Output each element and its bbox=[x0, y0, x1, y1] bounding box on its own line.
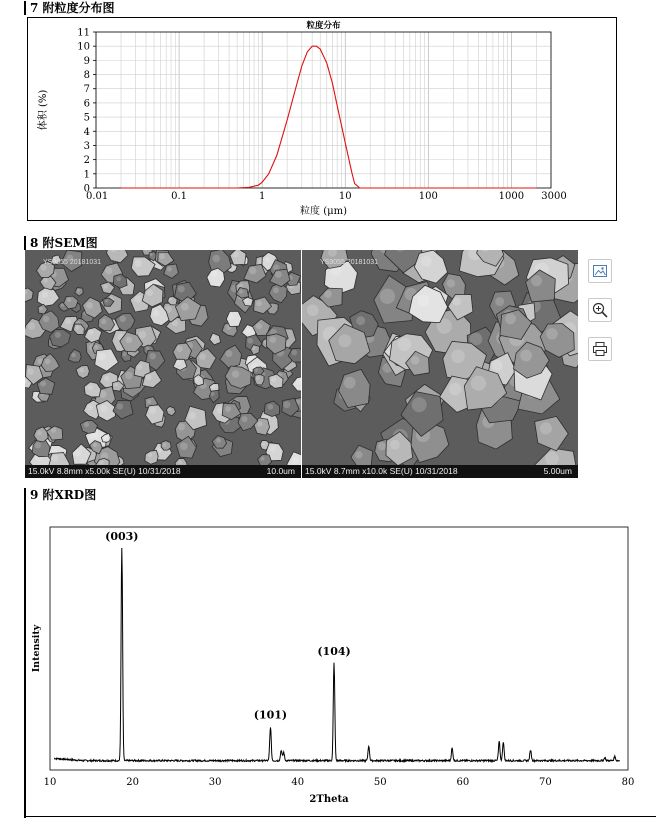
sem-particle-highlight bbox=[241, 416, 247, 422]
sem-particle-highlight bbox=[40, 381, 46, 387]
sem-particle-highlight bbox=[94, 345, 98, 349]
xrd-x-tick-label: 30 bbox=[208, 777, 222, 788]
sem-particle-highlight bbox=[43, 278, 48, 283]
sem-particle-highlight bbox=[230, 314, 235, 319]
sem-particle-highlight bbox=[471, 376, 486, 391]
sem-particle-highlight bbox=[137, 364, 142, 369]
sem-particle-highlight bbox=[260, 456, 264, 460]
xrd-x-tick-label: 80 bbox=[621, 777, 635, 788]
sem-particle-highlight bbox=[169, 297, 172, 300]
sem-particle-highlight bbox=[79, 368, 84, 373]
sem-particle-highlight bbox=[398, 338, 411, 351]
sem-particle-highlight bbox=[104, 376, 110, 382]
sem-particle-highlight bbox=[216, 438, 221, 443]
print-button[interactable] bbox=[588, 337, 612, 361]
sem-particle-highlight bbox=[116, 276, 121, 281]
sem-particle-highlight bbox=[540, 422, 552, 434]
sem-particle-highlight bbox=[417, 295, 429, 307]
sem-particle-highlight bbox=[88, 385, 93, 390]
sem-particle-highlight bbox=[225, 406, 231, 412]
psd-y-tick-label: 0 bbox=[83, 183, 90, 195]
xrd-peak-label: (104) bbox=[317, 644, 351, 658]
xrd-x-tick-label: 20 bbox=[126, 777, 139, 788]
zoom-in-icon bbox=[592, 302, 608, 318]
sem-right-scale: 5.00um bbox=[543, 466, 572, 476]
sem-particle-highlight bbox=[75, 325, 79, 329]
sem-particle-highlight bbox=[246, 328, 251, 333]
sem-particle-highlight bbox=[104, 436, 107, 439]
sem-particle-highlight bbox=[163, 443, 166, 446]
sem-particle-highlight bbox=[212, 336, 216, 340]
sem-particle-highlight bbox=[149, 407, 156, 414]
sem-particle-highlight bbox=[447, 279, 455, 287]
psd-y-tick-label: 6 bbox=[83, 98, 90, 110]
sem-particle-highlight bbox=[37, 431, 42, 436]
sem-particle-highlight bbox=[51, 455, 58, 462]
psd-x-tick-label: 0.01 bbox=[86, 191, 109, 202]
sem-particle-highlight bbox=[134, 295, 141, 302]
sem-image-right bbox=[302, 250, 578, 478]
psd-y-tick-label: 5 bbox=[83, 112, 90, 124]
psd-x-tick-label: 100 bbox=[418, 191, 438, 202]
sem-particle-highlight bbox=[123, 352, 127, 356]
xrd-y-axis-label: Intensity bbox=[31, 624, 42, 673]
sem-left-status bbox=[25, 465, 301, 478]
zoom-in-button[interactable] bbox=[588, 298, 612, 322]
sem-particle-highlight bbox=[390, 440, 400, 450]
sem-particle-highlight bbox=[495, 297, 504, 306]
sem-particle-highlight bbox=[451, 350, 465, 364]
sem-particle-highlight bbox=[35, 442, 41, 448]
sem-particle-highlight bbox=[28, 322, 36, 330]
sem-particle-highlight bbox=[211, 385, 214, 388]
xrd-x-tick-label: 70 bbox=[539, 777, 552, 788]
sem-particle-highlight bbox=[125, 372, 132, 379]
sem-particle-highlight bbox=[273, 287, 279, 293]
sem-particle-highlight bbox=[65, 318, 71, 324]
sem-particle-highlight bbox=[411, 356, 420, 365]
sem-particle-highlight bbox=[252, 346, 256, 350]
sem-particle-highlight bbox=[180, 442, 187, 449]
psd-y-tick-label: 8 bbox=[83, 70, 90, 82]
section-title-xrd: 9 附XRD图 bbox=[24, 488, 96, 502]
psd-y-tick-label: 2 bbox=[83, 155, 90, 167]
sem-particle-highlight bbox=[265, 257, 270, 262]
sem-particle-highlight bbox=[307, 304, 319, 316]
sem-particle-highlight bbox=[275, 271, 282, 278]
sem-particle-highlight bbox=[257, 421, 262, 426]
psd-y-tick-label: 11 bbox=[77, 27, 90, 39]
sem-particle-highlight bbox=[271, 377, 276, 382]
sem-particle-highlight bbox=[147, 399, 151, 403]
sem-particle-highlight bbox=[453, 297, 461, 305]
sem-particle-highlight bbox=[86, 302, 93, 309]
sem-particle-highlight bbox=[178, 286, 185, 293]
sem-particle-highlight bbox=[210, 392, 214, 396]
image-icon bbox=[592, 263, 608, 279]
psd-y-tick-label: 10 bbox=[77, 41, 90, 53]
sem-particle bbox=[255, 374, 264, 385]
sem-particle-highlight bbox=[262, 442, 265, 445]
sem-particle-highlight bbox=[211, 271, 217, 277]
psd-chart-frame bbox=[27, 17, 617, 221]
psd-y-tick-label: 1 bbox=[83, 169, 90, 181]
sem-particle-highlight bbox=[178, 423, 185, 430]
sem-particle-highlight bbox=[88, 330, 93, 335]
print-icon bbox=[592, 341, 608, 357]
sem-particle-highlight bbox=[134, 260, 142, 268]
xrd-x-tick-label: 10 bbox=[43, 777, 57, 788]
sem-particle-highlight bbox=[356, 316, 365, 325]
sem-image-left bbox=[25, 250, 301, 478]
sem-particle-highlight bbox=[148, 453, 152, 457]
sem-particle-highlight bbox=[159, 254, 165, 260]
sem-left-id: YS9055 20181031 bbox=[43, 259, 101, 266]
sem-particle-highlight bbox=[168, 408, 171, 411]
sem-particle-highlight bbox=[449, 383, 461, 395]
sem-particle-highlight bbox=[77, 289, 80, 292]
psd-chart-title: 粒度分布 bbox=[306, 21, 341, 31]
sem-left-status-text: 15.0kV 8.8mm x5.00k SE(U) 10/31/2018 bbox=[28, 466, 181, 476]
sem-left-scale: 10.0um bbox=[266, 466, 295, 476]
sem-particle-highlight bbox=[256, 300, 262, 306]
sem-particle-highlight bbox=[101, 319, 106, 324]
sem-particle-highlight bbox=[505, 313, 516, 324]
psd-x-axis-label: 粒度 (μm) bbox=[300, 206, 347, 217]
sem-right-status bbox=[302, 465, 578, 478]
sem-right-id: YS9055 20181031 bbox=[320, 259, 378, 266]
xrd-x-tick-label: 40 bbox=[291, 777, 305, 788]
sem-particle-highlight bbox=[39, 307, 42, 310]
section-title-psd: 7 附粒度分布图 bbox=[24, 1, 115, 15]
sem-particle-highlight bbox=[67, 298, 71, 302]
sem-particle-highlight bbox=[43, 316, 50, 323]
view-image-button[interactable] bbox=[588, 259, 612, 283]
sem-particle bbox=[161, 441, 171, 451]
psd-x-tick-label: 1 bbox=[258, 191, 266, 202]
sem-particle-highlight bbox=[283, 401, 290, 408]
sem-right-status-text: 15.0kV 8.7mm x10.0k SE(U) 10/31/2018 bbox=[305, 466, 458, 476]
psd-x-tick-label: 10 bbox=[338, 191, 352, 202]
sem-particle-highlight bbox=[239, 290, 243, 294]
xrd-bottom-rule bbox=[24, 816, 656, 817]
sem-particle-highlight bbox=[178, 460, 182, 464]
sem-particle-highlight bbox=[546, 328, 558, 340]
sem-particle-highlight bbox=[139, 331, 147, 339]
xrd-x-axis-label: 2Theta bbox=[309, 794, 349, 805]
sem-particle-highlight bbox=[27, 368, 33, 374]
psd-y-tick-label: 7 bbox=[83, 84, 90, 96]
sem-particle-highlight bbox=[146, 289, 153, 296]
xrd-x-tick-label: 60 bbox=[456, 777, 470, 788]
sem-particle bbox=[226, 311, 241, 326]
sem-particle-highlight bbox=[378, 442, 386, 450]
sem-particle-highlight bbox=[84, 422, 89, 427]
sem-particle-highlight bbox=[233, 251, 239, 257]
sem-particle-highlight bbox=[45, 359, 51, 365]
sem-particle-highlight bbox=[146, 347, 149, 350]
sem-particle-highlight bbox=[100, 405, 107, 412]
sem-particle-highlight bbox=[212, 255, 220, 263]
sem-particle-highlight bbox=[338, 334, 351, 347]
sem-particle-highlight bbox=[93, 443, 97, 447]
sem-particle-highlight bbox=[492, 360, 503, 371]
sem-particle-highlight bbox=[105, 299, 108, 302]
sem-particle-highlight bbox=[146, 374, 152, 380]
section-title-sem: 8 附SEM图 bbox=[24, 236, 98, 250]
sem-particle-highlight bbox=[71, 353, 75, 357]
psd-y-axis-label: 体积 (%) bbox=[38, 89, 49, 131]
sem-particle-highlight bbox=[255, 368, 258, 371]
sem-particle-highlight bbox=[176, 360, 181, 365]
sem-particles-right bbox=[302, 250, 578, 465]
sem-particle-highlight bbox=[74, 450, 81, 457]
sem-particle-highlight bbox=[188, 412, 196, 420]
xrd-peak-label: (101) bbox=[253, 708, 288, 722]
sem-particle-highlight bbox=[355, 451, 362, 458]
sem-particle-highlight bbox=[249, 267, 256, 274]
sem-particle-highlight bbox=[195, 377, 198, 380]
sem-images bbox=[25, 250, 578, 478]
sem-particle-highlight bbox=[51, 428, 56, 433]
sem-particle-highlight bbox=[176, 346, 182, 352]
xrd-x-tick-label: 50 bbox=[373, 777, 387, 788]
sem-particle-highlight bbox=[114, 383, 118, 387]
sem-particle-highlight bbox=[291, 350, 297, 356]
sem-particles-left bbox=[25, 250, 301, 465]
psd-y-tick-label: 3 bbox=[83, 140, 90, 152]
sem-particle-highlight bbox=[98, 353, 106, 361]
sem-particle-highlight bbox=[247, 338, 253, 344]
sem-particle-highlight bbox=[125, 337, 132, 344]
sem-particle-highlight bbox=[412, 397, 427, 412]
sem-particle-highlight bbox=[225, 350, 232, 357]
psd-y-tick-label: 4 bbox=[83, 126, 90, 138]
sem-particle-highlight bbox=[520, 350, 532, 362]
sem-particle-highlight bbox=[531, 275, 542, 286]
sem-particle-highlight bbox=[105, 267, 113, 275]
sem-particle-highlight bbox=[61, 304, 64, 307]
sem-particle-highlight bbox=[181, 303, 189, 311]
sem-particle-highlight bbox=[324, 290, 332, 298]
psd-x-tick-label: 0.1 bbox=[171, 191, 188, 202]
psd-x-tick-label: 3000 bbox=[541, 191, 567, 202]
sem-particle-highlight bbox=[245, 298, 248, 301]
sem-particle-highlight bbox=[545, 452, 559, 465]
sem-particle-highlight bbox=[256, 376, 260, 380]
sem-particle-highlight bbox=[55, 332, 61, 338]
sem-particle-highlight bbox=[117, 403, 124, 410]
sem-particle-highlight bbox=[256, 323, 262, 329]
sem-particle-highlight bbox=[232, 370, 240, 378]
sem-particle-highlight bbox=[344, 377, 356, 389]
sem-particle-highlight bbox=[149, 353, 156, 360]
psd-y-tick-label: 9 bbox=[83, 55, 90, 67]
xrd-peak-label: (003) bbox=[105, 530, 139, 544]
psd-x-tick-label: 1000 bbox=[498, 191, 525, 202]
sem-particle-highlight bbox=[268, 404, 274, 410]
psd-chart bbox=[28, 18, 616, 220]
sem-particle-highlight bbox=[103, 284, 107, 288]
sem-particle-highlight bbox=[421, 256, 432, 267]
sem-particle-highlight bbox=[167, 266, 172, 271]
sem-particle-highlight bbox=[270, 446, 276, 452]
xrd-chart bbox=[26, 524, 638, 810]
sem-particle-highlight bbox=[120, 316, 127, 323]
sem-particle-highlight bbox=[87, 404, 93, 410]
sem-particle-highlight bbox=[270, 336, 277, 343]
sem-particle-highlight bbox=[153, 310, 160, 317]
sem-particle-highlight bbox=[292, 457, 299, 464]
sem-particle-highlight bbox=[199, 353, 206, 360]
sem-particle-highlight bbox=[99, 460, 104, 465]
sem-particle-highlight bbox=[42, 291, 48, 297]
sem-particle-highlight bbox=[149, 253, 152, 256]
sem-particle-highlight bbox=[380, 289, 395, 304]
